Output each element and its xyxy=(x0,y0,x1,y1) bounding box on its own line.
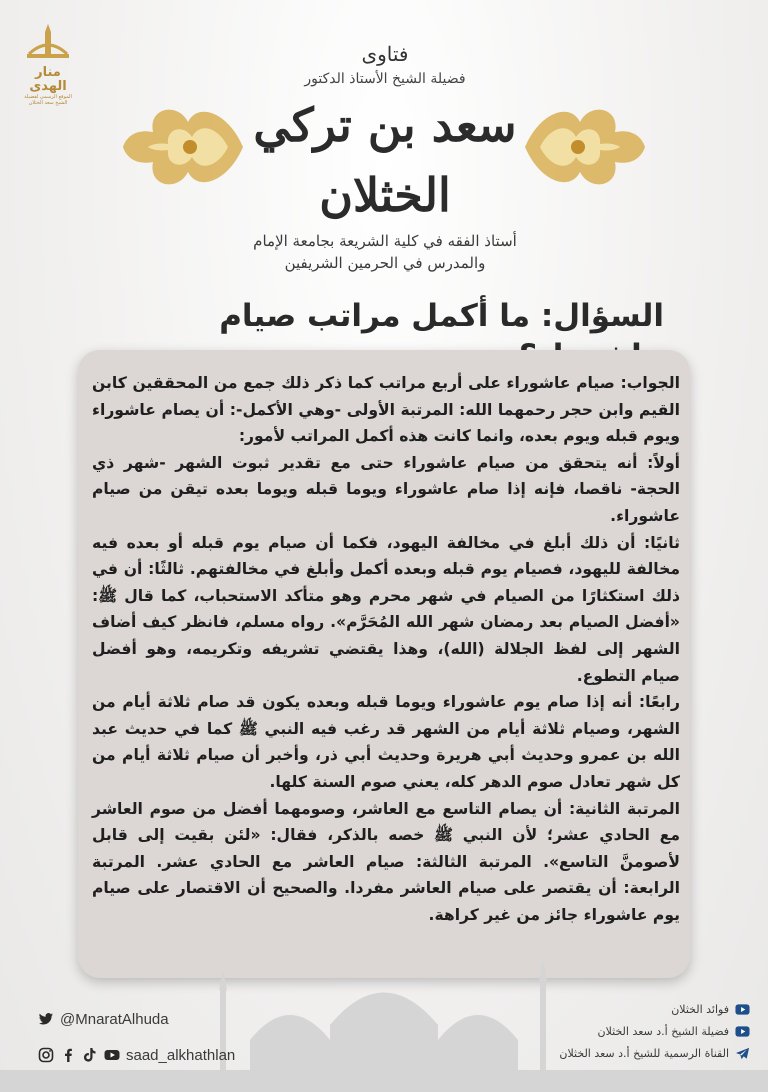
channel-item[interactable] xyxy=(480,1042,750,1064)
logo-subtext: الموقع الرسمي لفضيلة الشيخ سعد الخثلان xyxy=(24,94,72,106)
channel-item[interactable] xyxy=(480,998,750,1020)
right-ornament-icon xyxy=(520,92,650,202)
answer-paragraph: الجواب: صيام عاشوراء على أربع مراتب كما ذكر ذلك جمع من المحققين كابن القيم وابن حجر رحمهما الله: المرتبة الأولى -وهي الأكمل-: أن يصام عاشوراء ويوم قبله ويوم بعده، وانما كانت هذه أكمل المراتب لأمور: xyxy=(92,374,680,446)
answer-paragraph: رابعًا: أنه إذا صام يوم عاشوراء ويوما قبله وبعده يكون قد صام ثلاثة أيام من الشهر، وصيام ثلاثة أيام من الشهر قد رغب فيه النبي ﷺ كما في حديث عبد الله بن عمرو وحديث أبي هريرة وحديث أبي ذر، وأخبر أن صيام ثلاثة أيام من كل شهر تعادل صوم الدهر كله، يعني صوم السنة كلها. xyxy=(92,693,680,791)
footer-social xyxy=(38,1008,288,1080)
telegram-icon xyxy=(735,1046,750,1061)
answer-paragraph: ثانيًا: أن ذلك أبلغ في مخالفة اليهود، فكما أن صيام يوم قبله أو بعده فيه مخالفة لليهود، فصيام يوم قبله وبعده أكمل وأبلغ في مخالفتهم. ثالثًا: أن في ذلك استكثارًا من الصيام في شهر محرم وهو متأكد الاستحباب، كما قال ﷺ: «أفضل الصيام بعد رمضان شهر الله المُحَرَّم». رواه مسلم، فانظر كيف أضاف الشهر إلى لفظ الجلالة (الله)، وهذا يقتضي تشريفه وتكريمه، وهو أفضل صيام التطوع. xyxy=(92,533,680,685)
channel-label[interactable]: فضيلة الشيخ أ.د سعد الخثلان xyxy=(597,1024,729,1038)
logo-text: منار الهدى xyxy=(29,65,67,94)
left-ornament-icon xyxy=(118,92,248,202)
answer-text xyxy=(92,370,680,928)
honorific-title: فضيلة الشيخ الأستاذ الدكتور xyxy=(304,71,466,87)
youtube-icon xyxy=(735,1002,750,1017)
fatawa-title: فتاوى xyxy=(361,42,409,66)
site-logo xyxy=(18,22,78,106)
position-line-2: والمدرس في الحرمين الشريفين xyxy=(284,254,486,272)
channel-item[interactable] xyxy=(480,1020,750,1042)
tiktok-icon[interactable] xyxy=(82,1047,98,1063)
answer-paragraph: أولاً: أنه يتحقق من صيام عاشوراء حتى مع تقدير ثبوت الشهر -شهر ذي الحجة- ناقصا، فإنه إذا صام عاشوراء ويوما قبله ويوما بعده تيقن من صيام عاشوراء. xyxy=(92,453,680,525)
position-line-1: أستاذ الفقه في كلية الشريعة بجامعة الإمام xyxy=(253,232,517,250)
instagram-row[interactable] xyxy=(38,1044,288,1066)
question-heading: السؤال: ما أكمل مراتب صيام xyxy=(219,298,664,334)
twitter-icon[interactable] xyxy=(38,1011,54,1027)
twitter-row[interactable] xyxy=(38,1008,288,1030)
footer-channels xyxy=(480,998,750,1064)
header xyxy=(0,0,768,290)
channel-label[interactable]: القناة الرسمية للشيخ أ.د سعد الخثلان xyxy=(559,1046,729,1060)
logo-mark-icon xyxy=(21,22,75,62)
facebook-icon[interactable] xyxy=(60,1047,76,1063)
instagram-handle[interactable]: saad_alkhathlan xyxy=(126,1046,236,1064)
youtube-icon xyxy=(735,1024,750,1039)
sheikh-name: سعد بن تركي الخثلان xyxy=(253,98,517,222)
title-block xyxy=(240,40,530,274)
answer-paragraph: المرتبة الثانية: أن يصام التاسع مع العاشر، وصومهما أفضل من صوم العاشر مع الحادي عشر؛ لأن النبي ﷺ خصه بالذكر، فقال: «لئن بقيت إلى قابل لأصومنَّ التاسع». المرتبة الثالثة: صيام العاشر مع الحادي عشر. المرتبة الرابعة: أن يقتصر على صيام العاشر مفردا. والصحيح أن الاقتصار على صيام يوم عاشوراء جائز من غير كراهة. xyxy=(92,799,680,924)
channel-label[interactable]: فوائد الخثلان xyxy=(671,1002,729,1016)
youtube-icon[interactable] xyxy=(104,1047,120,1063)
twitter-handle[interactable]: @MnaratAlhuda xyxy=(60,1010,169,1028)
instagram-icon[interactable] xyxy=(38,1047,54,1063)
